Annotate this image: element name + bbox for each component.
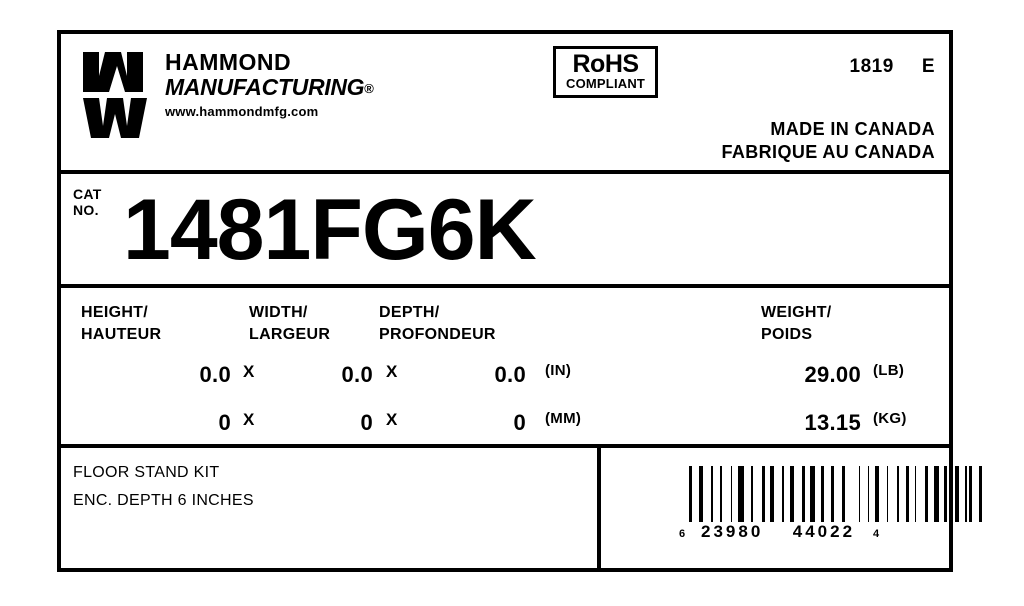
label-code	[850, 56, 935, 78]
product-label	[57, 30, 953, 572]
hammond-logo-icon	[81, 48, 153, 140]
barcode-digits	[701, 522, 855, 542]
dimension-unit-mm: (MM)	[545, 410, 582, 427]
barcode-group-2: 44022	[792, 522, 856, 541]
barcode-graphic	[689, 466, 984, 522]
depth-value-in: 0.0	[494, 362, 526, 387]
height-value-in: 0.0	[199, 362, 231, 387]
weight-value-lb: 29.00	[804, 362, 861, 387]
dimensions-block	[61, 288, 949, 448]
catalog-number-value: 1481FG6K	[123, 182, 536, 278]
depth-header-fr: PROFONDEUR	[379, 326, 496, 343]
multiply-sign-1-mm: X	[243, 410, 255, 429]
multiply-sign-2-mm: X	[386, 410, 398, 429]
depth-header-en: DEPTH/	[379, 304, 440, 321]
description-line-2: ENC. DEPTH 6 INCHES	[73, 492, 254, 509]
width-header-fr: LARGEUR	[249, 326, 331, 343]
weight-header-en: WEIGHT/	[761, 304, 832, 321]
catalog-label-line1: CAT	[73, 186, 102, 202]
catalog-label-line2: NO.	[73, 202, 99, 218]
barcode-group-1: 23980	[701, 522, 764, 541]
product-description	[61, 448, 601, 568]
height-header-fr: HAUTEUR	[81, 326, 162, 343]
width-header	[249, 302, 330, 346]
height-header-en: HEIGHT/	[81, 304, 148, 321]
barcode-right-digit: 4	[873, 528, 880, 540]
barcode-left-digit: 6	[679, 528, 686, 540]
weight-header-fr: POIDS	[761, 326, 813, 343]
brand-text	[165, 50, 374, 119]
multiply-sign-1-in: X	[243, 362, 255, 381]
multiply-sign-2-in: X	[386, 362, 398, 381]
label-code-letter: E	[921, 56, 935, 77]
brand-name-line2	[165, 75, 374, 101]
depth-value-mm: 0	[513, 410, 526, 435]
height-value-mm: 0	[218, 410, 231, 435]
registered-trademark-icon: ®	[364, 81, 374, 96]
weight-header	[761, 302, 832, 346]
catalog-number-row	[61, 174, 949, 288]
origin-english: MADE IN CANADA	[770, 119, 935, 139]
dimension-unit-in: (IN)	[545, 362, 572, 379]
width-value-mm: 0	[360, 410, 373, 435]
label-header	[61, 34, 949, 174]
rohs-badge	[553, 46, 658, 98]
brand-name-line2-text: MANUFACTURING	[165, 74, 365, 100]
rohs-subtitle: COMPLIANT	[566, 76, 646, 91]
width-value-in: 0.0	[341, 362, 373, 387]
width-header-en: WIDTH/	[249, 304, 308, 321]
description-line-1: FLOOR STAND KIT	[73, 464, 220, 481]
weight-value-kg: 13.15	[804, 410, 861, 435]
weight-unit-kg: (KG)	[873, 410, 907, 427]
label-footer	[61, 448, 949, 568]
weight-unit-lb: (LB)	[873, 362, 905, 379]
country-of-origin	[721, 118, 935, 164]
origin-french: FABRIQUE AU CANADA	[721, 142, 935, 162]
brand-block	[73, 42, 493, 162]
catalog-number-label	[73, 186, 102, 218]
brand-website: www.hammondmfg.com	[165, 104, 319, 119]
depth-header	[379, 302, 496, 346]
rohs-title: RoHS	[572, 50, 639, 78]
label-code-number: 1819	[849, 56, 894, 77]
brand-name-line1: HAMMOND	[165, 49, 292, 75]
barcode-area	[601, 448, 949, 568]
height-header	[81, 302, 161, 346]
